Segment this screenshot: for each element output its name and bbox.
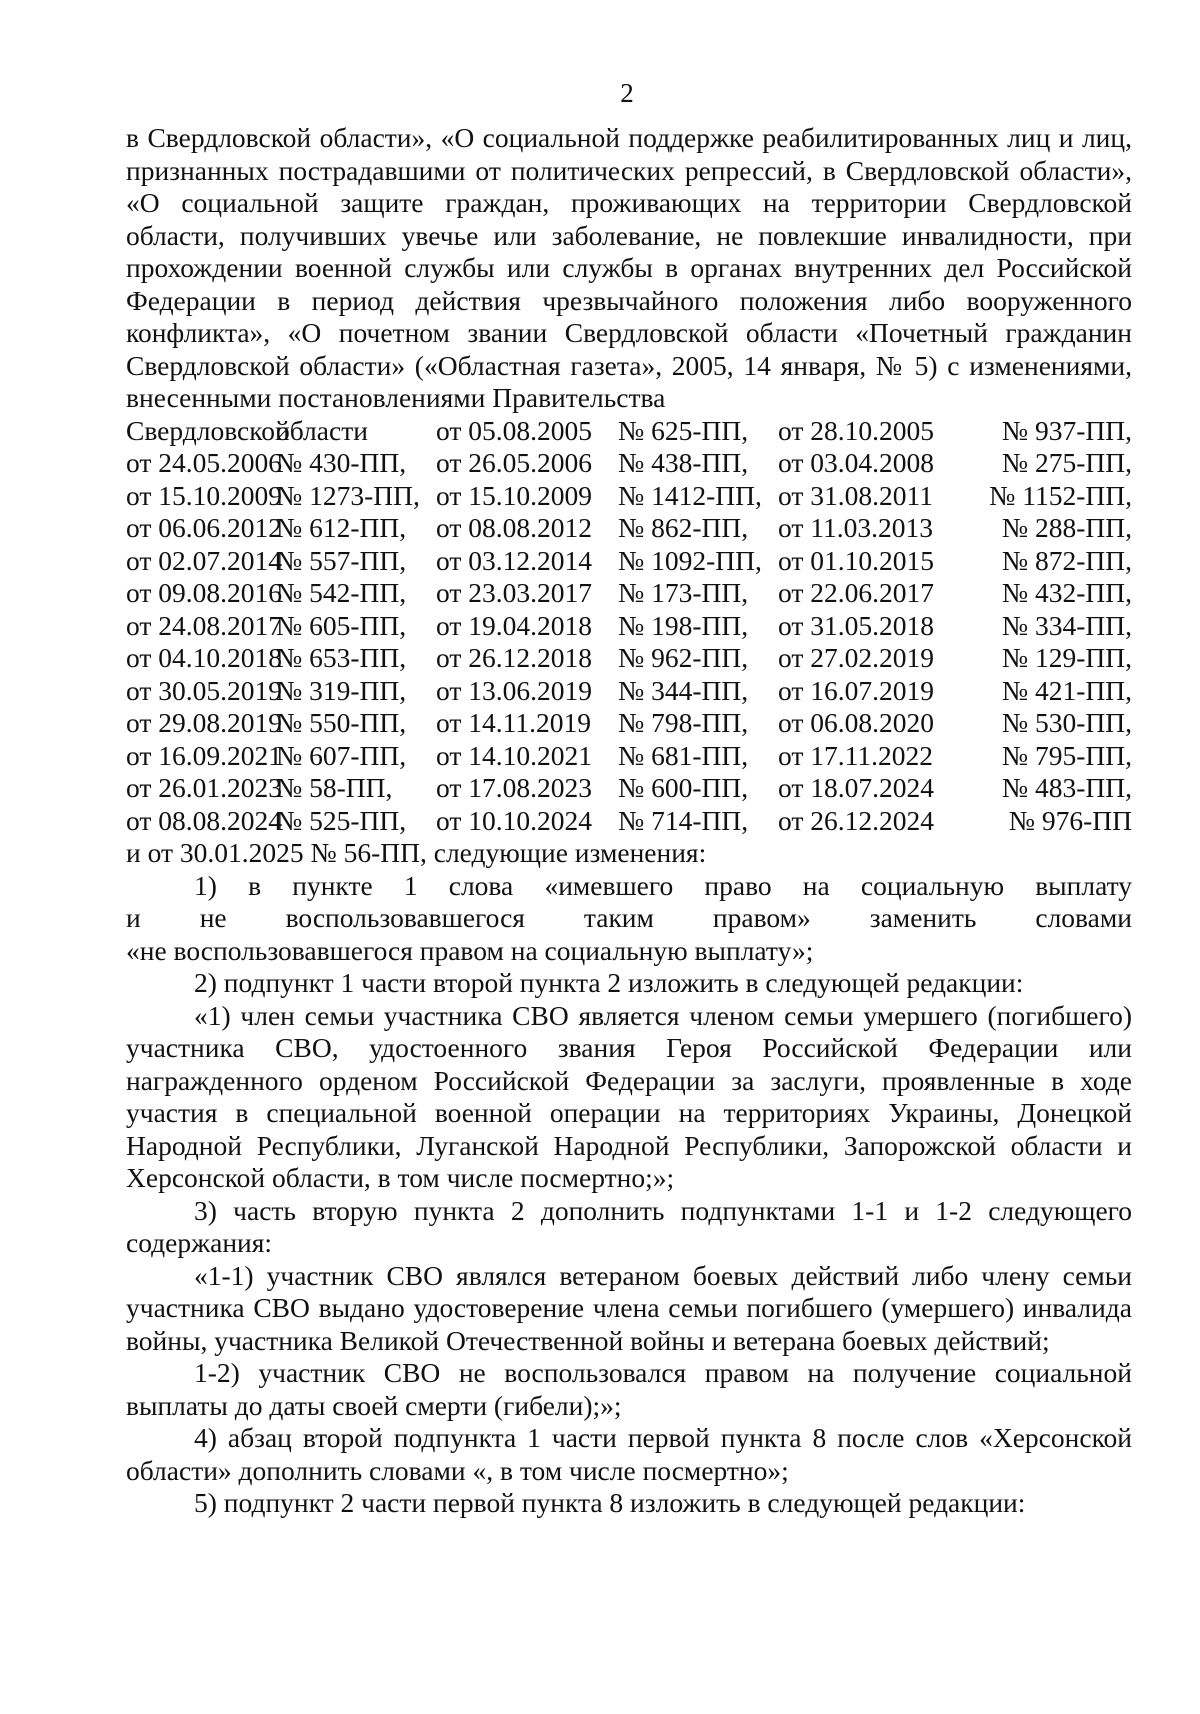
item-4: 4) абзац второй подпункта 1 части первой пункта 8 после слов «Херсонской области» дополнить словами «, в том числе посмертно»;	[126, 1422, 1132, 1486]
acts-cell: от 22.06.2017	[778, 577, 935, 608]
acts-cell: № 681-ПП,	[618, 739, 749, 771]
acts-row	[126, 740, 1132, 773]
acts-cell: № 129-ПП,	[1001, 642, 1132, 673]
acts-cell: № 430-ПП,	[276, 447, 407, 478]
acts-cell: от 03.04.2008	[778, 447, 935, 478]
acts-cell: № 976-ПП	[1008, 804, 1132, 836]
acts-cell: от 17.11.2022	[778, 739, 934, 771]
acts-cell: № 1412-ПП,	[618, 479, 762, 511]
acts-cell: от 23.03.2017	[436, 577, 593, 608]
acts-cell: № 530-ПП,	[1001, 707, 1132, 738]
acts-cell: № 542-ПП,	[276, 577, 407, 608]
acts-cell: № 937-ПП,	[1001, 414, 1132, 446]
acts-row	[126, 707, 1132, 740]
acts-row	[126, 480, 1132, 513]
acts-cell: № 798-ПП,	[618, 707, 749, 738]
acts-cell: от 02.07.2014	[126, 544, 283, 576]
acts-cell: от 26.12.2018	[436, 642, 593, 673]
acts-cell: Свердловской	[126, 414, 290, 446]
acts-cell: от 15.10.2009	[126, 479, 283, 511]
item-3: 3) часть вторую пункта 2 дополнить подпунктами 1-1 и 1-2 следующего содержания:	[126, 1194, 1132, 1258]
acts-cell: от 27.02.2019	[778, 642, 935, 673]
acts-cell: № 557-ПП,	[276, 544, 407, 576]
acts-cell: от 30.05.2019	[126, 674, 283, 706]
acts-row	[126, 805, 1132, 838]
intro-paragraph: в Свердловской области», «О социальной поддержке реабилитированных лиц и лиц, признанных пострадавшими от политических репрессий, в Свердловской области», «О социальной защите граждан, проживающих на территории Свердловской области, получивших увечье или заболевание, не повлекшие инвалидности, при прохождении военной службы или службы в органах внутренних дел Российской Федерации в период действия чрезвычайного положения либо вооруженного конфликта», «О почетном звании Свердловской области «Почетный гражданин Свердловской области» («Областная газета», 2005, 14 января, № 5) с изменениями, внесенными постановлениями Правительства	[126, 122, 1132, 413]
acts-cell: от 08.08.2012	[436, 512, 593, 543]
acts-row	[126, 577, 1132, 610]
item-3-sub-1: «1-1) участник СВО являлся ветераном боевых действий либо члену семьи участника СВО выдано удостоверение члена семьи погибшего (умершего) инвалида войны, участника Великой Отечественной войны и ветерана боевых действий;	[126, 1259, 1132, 1356]
item-1-line-1: 1) в пункте 1 слова «имевшего право на социальную выплату	[194, 869, 1132, 901]
acts-cell: от 24.08.2017	[126, 609, 283, 641]
acts-cell: № 795-ПП,	[1001, 739, 1132, 771]
acts-cell: № 525-ПП,	[276, 804, 407, 836]
acts-cell: № 962-ПП,	[618, 642, 749, 673]
acts-cell: от 08.08.2024	[126, 804, 283, 836]
acts-cell: № 198-ПП,	[618, 609, 749, 641]
acts-cell: № 421-ПП,	[1001, 674, 1132, 706]
acts-cell: от 15.10.2009	[436, 479, 593, 511]
acts-cell: от 31.05.2018	[778, 609, 935, 641]
acts-cell: № 607-ПП,	[276, 739, 407, 771]
acts-cell: № 1152-ПП,	[989, 479, 1132, 511]
acts-cell: от 06.08.2020	[778, 707, 935, 738]
acts-cell: № 288-ПП,	[1001, 512, 1132, 543]
acts-cell: № 550-ПП,	[276, 707, 407, 738]
acts-cell: от 01.10.2015	[778, 544, 935, 576]
acts-cell: от 04.10.2018	[126, 642, 283, 673]
acts-cell: № 605-ПП,	[276, 609, 407, 641]
document-body	[126, 122, 1132, 1520]
acts-tail: и от 30.01.2025 № 56-ПП, следующие изменения:	[126, 837, 707, 868]
acts-cell: от 31.08.2011	[778, 479, 934, 511]
acts-cell: от 28.10.2005	[778, 414, 935, 446]
item-3-sub-2: 1-2) участник СВО не воспользовался правом на получение социальной выплаты до даты своей смерти (гибели);»;	[126, 1357, 1132, 1421]
acts-cell: от 18.07.2024	[778, 772, 935, 803]
acts-cell: от 26.05.2006	[436, 447, 593, 478]
acts-cell: от 09.08.2016	[126, 577, 283, 608]
acts-row	[126, 447, 1132, 480]
acts-cell: № 275-ПП,	[1001, 447, 1132, 478]
acts-cell: от 17.08.2023	[436, 772, 593, 803]
acts-cell: от 10.10.2024	[436, 804, 593, 836]
acts-row	[126, 512, 1132, 545]
acts-cell: от 14.10.2021	[436, 739, 593, 771]
acts-cell: № 432-ПП,	[1001, 577, 1132, 608]
acts-cell: от 26.12.2024	[778, 804, 935, 836]
acts-cell: от 13.06.2019	[436, 674, 593, 706]
acts-cell: № 319-ПП,	[276, 674, 407, 706]
acts-cell: № 612-ПП,	[276, 512, 407, 543]
acts-cell: от 05.08.2005	[436, 414, 593, 446]
acts-cell: № 625-ПП,	[618, 414, 749, 446]
acts-cell: от 19.04.2018	[436, 609, 593, 641]
item-2-quote: «1) член семьи участника СВО является членом семьи умершего (погибшего) участника СВО, удостоенного звания Героя Российской Федерации или награжденного орденом Российской Федерации за заслуги, проявленные в ходе участия в специальной военной операции на территориях Украины, Донецкой Народной Республики, Луганской Народной Республики, Запорожской области и Херсонской области, в том числе посмертно;»;	[126, 999, 1132, 1193]
item-5: 5) подпункт 2 части первой пункта 8 изложить в следующей редакции:	[194, 1487, 1026, 1518]
acts-cell: от 03.12.2014	[436, 544, 593, 576]
item-1-line-3: «не воспользовавшегося правом на социальную выплату»;	[126, 934, 814, 966]
acts-header-row	[126, 415, 1132, 448]
acts-row	[126, 642, 1132, 675]
acts-cell: № 334-ПП,	[1001, 609, 1132, 641]
acts-cell: от 11.03.2013	[778, 512, 934, 543]
item-1-line-2: и не воспользовавшегося таким правом» заменить словами	[126, 902, 1132, 933]
acts-row	[126, 545, 1132, 578]
acts-cell: № 600-ПП,	[618, 772, 749, 803]
acts-cell: № 344-ПП,	[618, 674, 749, 706]
acts-cell: № 653-ПП,	[276, 642, 407, 673]
page-number: 2	[620, 78, 634, 108]
acts-cell: от 14.11.2019	[436, 707, 592, 738]
acts-cell: от 16.09.2021	[126, 739, 283, 771]
acts-cell: от 06.06.2012	[126, 512, 283, 543]
acts-cell: № 872-ПП,	[1001, 544, 1132, 576]
acts-cell: от 29.08.2019	[126, 707, 283, 738]
acts-row	[126, 772, 1132, 805]
acts-cell: № 173-ПП,	[618, 577, 749, 608]
acts-row	[126, 610, 1132, 643]
acts-cell: № 714-ПП,	[618, 804, 749, 836]
acts-cell: № 438-ПП,	[618, 447, 749, 478]
acts-cell: № 1092-ПП,	[618, 544, 762, 576]
acts-cell: от 16.07.2019	[778, 674, 935, 706]
acts-cell: № 58-ПП,	[276, 772, 393, 803]
acts-cell: области	[276, 414, 368, 446]
acts-cell: № 1273-ПП,	[276, 479, 420, 511]
acts-cell: от 26.01.2023	[126, 772, 283, 803]
acts-cell: № 862-ПП,	[618, 512, 749, 543]
acts-cell: от 24.05.2006	[126, 447, 283, 478]
item-2: 2) подпункт 1 части второй пункта 2 изложить в следующей редакции:	[194, 967, 1024, 998]
acts-list	[126, 415, 1132, 838]
acts-row	[126, 675, 1132, 708]
acts-cell: № 483-ПП,	[1001, 772, 1132, 803]
